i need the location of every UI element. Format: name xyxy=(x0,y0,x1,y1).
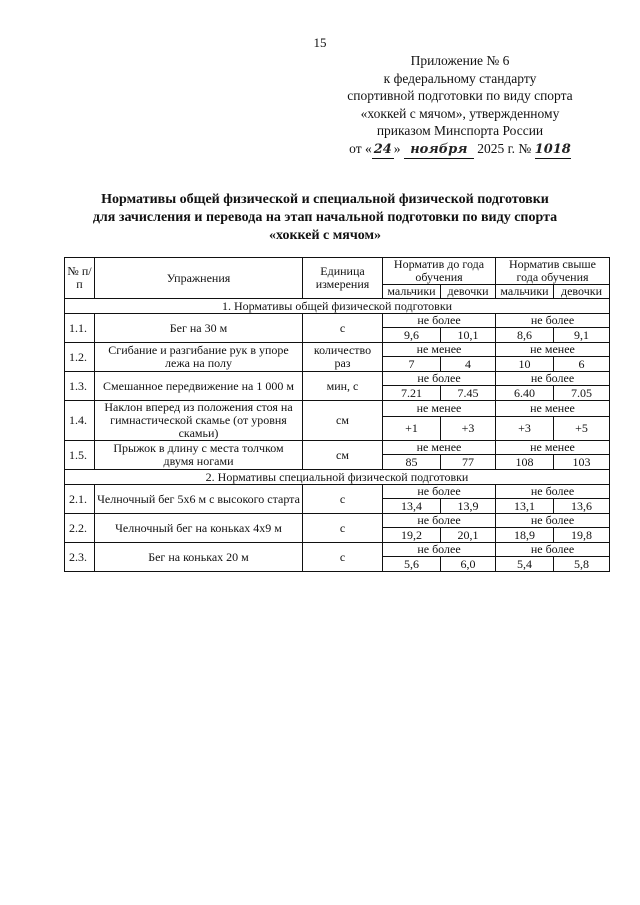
header-exercise: Упражнения xyxy=(95,258,303,299)
value-girls-over-year: 6 xyxy=(554,357,610,372)
row-number: 2.3. xyxy=(65,543,95,572)
appendix-line: Приложение № 6 xyxy=(410,53,510,68)
section-title: 1. Нормативы общей физической подготовки xyxy=(65,299,610,314)
appendix-line: к федеральному стандарту xyxy=(383,70,537,86)
header-group-over-year: Норматив свыше года обучения xyxy=(496,258,610,285)
unit: см xyxy=(303,441,383,470)
value-girls-over-year: 13,6 xyxy=(554,499,610,514)
table-row xyxy=(65,543,610,557)
condition-first-year: не более xyxy=(383,514,496,528)
value-boys-first-year: 7 xyxy=(383,357,441,372)
row-number: 1.4. xyxy=(65,401,95,441)
value-boys-first-year: 9,6 xyxy=(383,328,441,343)
appendix-line: спортивной подготовки по виду спорта xyxy=(347,88,573,103)
value-boys-over-year: 18,9 xyxy=(496,528,554,543)
value-girls-first-year: 77 xyxy=(441,455,496,470)
condition-over-year: не менее xyxy=(496,441,610,455)
row-number: 1.2. xyxy=(65,343,95,372)
table-row xyxy=(65,514,610,528)
unit: мин, с xyxy=(303,372,383,401)
value-boys-first-year: 85 xyxy=(383,455,441,470)
row-number: 1.1. xyxy=(65,314,95,343)
exercise-name: Наклон вперед из положения стоя на гимнастической скамье (от уровня скамьи) xyxy=(95,401,303,441)
table-row xyxy=(65,441,610,455)
condition-first-year: не менее xyxy=(383,441,496,455)
exercise-name: Сгибание и разгибание рук в упоре лежа на полу xyxy=(95,343,303,372)
value-girls-first-year: 4 xyxy=(441,357,496,372)
value-girls-over-year: 103 xyxy=(554,455,610,470)
appendix-date-line xyxy=(330,140,590,160)
condition-first-year: не более xyxy=(383,372,496,386)
row-number: 2.2. xyxy=(65,514,95,543)
date-mid: » xyxy=(393,140,401,156)
date-year: 2025 г. № xyxy=(477,140,532,156)
unit: количество раз xyxy=(303,343,383,372)
section-row xyxy=(65,299,610,314)
condition-over-year: не более xyxy=(496,314,610,328)
header-boys: мальчики xyxy=(496,285,554,299)
row-number: 1.5. xyxy=(65,441,95,470)
value-boys-first-year: 5,6 xyxy=(383,557,441,572)
exercise-name: Челночный бег на коньках 4х9 м xyxy=(95,514,303,543)
header-girls: девочки xyxy=(554,285,610,299)
unit: с xyxy=(303,485,383,514)
exercise-name: Челночный бег 5х6 м с высокого старта xyxy=(95,485,303,514)
condition-over-year: не более xyxy=(496,372,610,386)
value-boys-first-year: +1 xyxy=(383,417,441,441)
condition-first-year: не менее xyxy=(383,401,496,417)
title-line: Нормативы общей физической и специальной физической подготовки xyxy=(101,192,549,207)
value-girls-over-year: 7.05 xyxy=(554,386,610,401)
value-boys-over-year: 108 xyxy=(496,455,554,470)
order-number: 1018 xyxy=(535,141,571,160)
value-girls-over-year: 9,1 xyxy=(554,328,610,343)
header-unit: Единица измерения xyxy=(303,258,383,299)
value-boys-over-year: 8,6 xyxy=(496,328,554,343)
unit: см xyxy=(303,401,383,441)
exercise-name: Прыжок в длину с места толчком двумя ногами xyxy=(95,441,303,470)
date-prefix: от « xyxy=(349,140,372,156)
condition-over-year: не более xyxy=(496,543,610,557)
header-num: № п/п xyxy=(65,258,95,299)
unit: с xyxy=(303,543,383,572)
value-girls-first-year: 6,0 xyxy=(441,557,496,572)
appendix-header xyxy=(330,52,590,159)
condition-over-year: не менее xyxy=(496,343,610,357)
condition-first-year: не более xyxy=(383,314,496,328)
header-boys: мальчики xyxy=(383,285,441,299)
value-boys-first-year: 13,4 xyxy=(383,499,441,514)
title-line: для зачисления и перевода на этап начальной подготовки по виду спорта xyxy=(92,210,558,225)
exercise-name: Бег на коньках 20 м xyxy=(95,543,303,572)
unit: с xyxy=(303,314,383,343)
section-row xyxy=(65,470,610,485)
value-boys-over-year: 6.40 xyxy=(496,386,554,401)
header-group-first-year: Норматив до года обучения xyxy=(383,258,496,285)
condition-over-year: не более xyxy=(496,514,610,528)
exercise-name: Смешанное передвижение на 1 000 м xyxy=(95,372,303,401)
value-boys-over-year: 5,4 xyxy=(496,557,554,572)
title-line: «хоккей с мячом» xyxy=(268,228,382,243)
table-row xyxy=(65,343,610,357)
condition-over-year: не более xyxy=(496,485,610,499)
norms-table xyxy=(64,257,610,572)
norms-body xyxy=(65,299,610,572)
value-boys-first-year: 7.21 xyxy=(383,386,441,401)
value-girls-first-year: 13,9 xyxy=(441,499,496,514)
date-day: 24 xyxy=(372,141,394,160)
table-row xyxy=(65,485,610,499)
value-girls-over-year: 5,8 xyxy=(554,557,610,572)
section-title: 2. Нормативы специальной физической подготовки xyxy=(65,470,610,485)
value-boys-first-year: 19,2 xyxy=(383,528,441,543)
row-number: 1.3. xyxy=(65,372,95,401)
row-number: 2.1. xyxy=(65,485,95,514)
table-row xyxy=(65,401,610,417)
condition-first-year: не менее xyxy=(383,343,496,357)
appendix-line: «хоккей с мячом», утвержденному xyxy=(360,105,560,121)
condition-first-year: не более xyxy=(383,485,496,499)
value-girls-over-year: +5 xyxy=(554,417,610,441)
exercise-name: Бег на 30 м xyxy=(95,314,303,343)
value-boys-over-year: +3 xyxy=(496,417,554,441)
table-row xyxy=(65,314,610,328)
value-girls-first-year: 10,1 xyxy=(441,328,496,343)
page-number: 15 xyxy=(313,35,327,50)
value-boys-over-year: 13,1 xyxy=(496,499,554,514)
date-month: ноября xyxy=(404,141,474,160)
document-title xyxy=(60,191,590,245)
value-girls-first-year: 7.45 xyxy=(441,386,496,401)
value-girls-over-year: 19,8 xyxy=(554,528,610,543)
value-girls-first-year: 20,1 xyxy=(441,528,496,543)
value-boys-over-year: 10 xyxy=(496,357,554,372)
condition-first-year: не более xyxy=(383,543,496,557)
appendix-line: приказом Минспорта России xyxy=(376,123,544,138)
header-girls: девочки xyxy=(441,285,496,299)
condition-over-year: не менее xyxy=(496,401,610,417)
value-girls-first-year: +3 xyxy=(441,417,496,441)
table-row xyxy=(65,372,610,386)
unit: с xyxy=(303,514,383,543)
